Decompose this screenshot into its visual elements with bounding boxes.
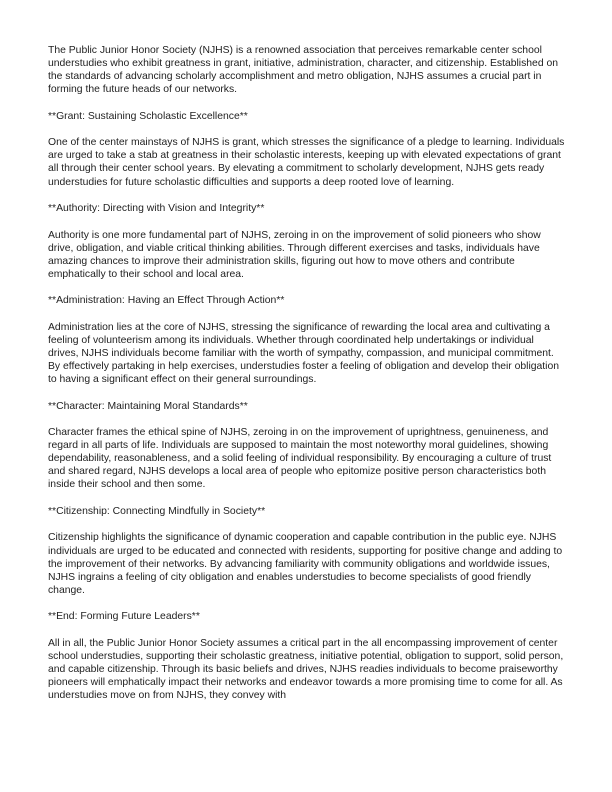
section-body-end: All in all, the Public Junior Honor Society assumes a critical part in the all encompassing improvement of center school understudies, supporting their scholastic greatness, initiative potential, obligation to support, solid person, and capable citizenship. Through its basic beliefs and drives, NJHS readies individuals to become praiseworthy pioneers will emphatically impact their networks and endeavor towards a more promising time to come for all. As understudies move on from NJHS, they convey with (48, 637, 564, 702)
section-heading-grant: **Grant: Sustaining Scholastic Excellence** (48, 110, 248, 122)
section-body-character: Character frames the ethical spine of NJHS, zeroing in on the improvement of uprightness, genuineness, and regard in all parts of life. Individuals are supposed to maintain the most noteworthy moral guidelines, showing dependability, reasonableness, and a solid feeling of individual responsibility. By encouraging a culture of trust and shared regard, NJHS develops a local area of people who epitomize positive person characteristics both inside their school and then some. (48, 427, 552, 491)
section-heading-administration: **Administration: Having an Effect Through Action** (48, 295, 285, 307)
section-body-citizenship: Citizenship highlights the significance of dynamic cooperation and capable contribution in the public eye. NJHS individuals are urged to be educated and connected with residents, supporting for positive change and adding to the improvement of their networks. By advancing familiarity with community obligations and worldwide issues, NJHS ingrains a feeling of city obligation and enables understudies to become specialists of good friendly change. (48, 532, 563, 596)
intro-paragraph: The Public Junior Honor Society (NJHS) is a renowned association that perceives remarkable center school understudies who exhibit greatness in grant, initiative, administration, character, and citizenship. Established on the standards of advancing scholarly accomplishment and metro obligation, NJHS assumes a crucial part in forming the future heads of our networks. (48, 45, 559, 96)
section-heading-character: **Character: Maintaining Moral Standards** (48, 400, 248, 412)
section-heading-authority: **Authority: Directing with Vision and Integrity** (48, 203, 265, 215)
section-heading-end: **End: Forming Future Leaders** (48, 611, 200, 623)
section-heading-citizenship: **Citizenship: Connecting Mindfully in Society** (48, 505, 266, 517)
section-body-authority: Authority is one more fundamental part of NJHS, zeroing in on the improvement of solid pioneers who show drive, obligation, and viable critical thinking abilities. Through different exercises and tasks, individuals have amazing chances to improve their administration skills, figuring out how to move others and contribute emphatically to their school and local area. (48, 229, 541, 280)
document-page (48, 44, 566, 716)
section-body-grant: One of the center mainstays of NJHS is grant, which stresses the significance of a pledge to learning. Individuals are urged to take a stab at greatness in their scholastic interests, keeping up with elevated expectations of grant all through their center school years. By elevating a commitment to scholarly development, NJHS gets ready understudies for future scholastic difficulties and supports a deep rooted love of learning. (48, 137, 565, 188)
section-body-administration: Administration lies at the core of NJHS, stressing the significance of rewarding the local area and cultivating a feeling of volunteerism among its individuals. Whether through coordinated help undertakings or individual drives, NJHS individuals become familiar with the worth of sympathy, compassion, and municipal commitment. By effectively partaking in help exercises, understudies foster a feeling of obligation and develop their obligation to having a significant effect on their general surroundings. (48, 321, 559, 386)
